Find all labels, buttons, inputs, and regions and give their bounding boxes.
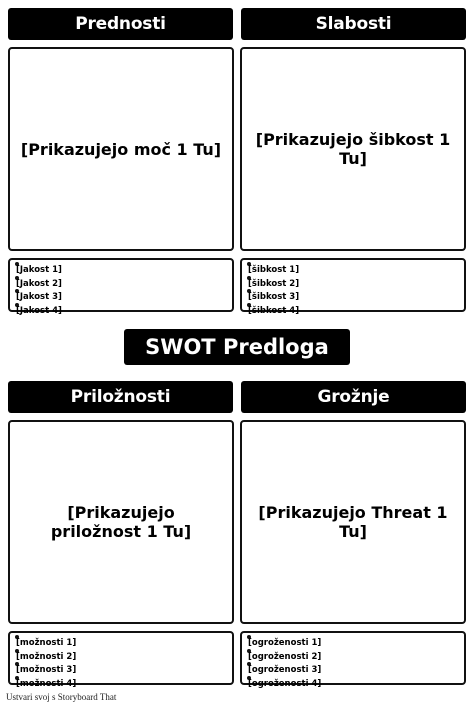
list-item: [ogroženosti 2]: [246, 649, 464, 663]
weaknesses-box: [240, 47, 466, 251]
threats-placeholder: [Prikazujejo Threat 1 Tu]: [258, 503, 448, 541]
list-item: [ogroženosti 1]: [246, 635, 464, 649]
threats-header: Grožnje: [241, 381, 466, 413]
list-item: [šibkost 4]: [246, 303, 464, 317]
opportunities-placeholder: [Prikazujejo priložnost 1 Tu]: [50, 503, 192, 541]
list-item: [ogroženosti 3]: [246, 662, 464, 676]
list-item: [šibkost 3]: [246, 289, 464, 303]
list-item: [Jakost 4]: [14, 303, 232, 317]
strengths-placeholder: [Prikazujejo moč 1 Tu]: [20, 139, 222, 159]
list-item: [Jakost 3]: [14, 289, 232, 303]
strengths-header: Prednosti: [8, 8, 233, 40]
opportunities-list: [8, 631, 234, 689]
list-item: [Jakost 1]: [14, 262, 232, 276]
list-item: [možnosti 1]: [14, 635, 232, 649]
weaknesses-placeholder: [Prikazujejo šibkost 1 Tu]: [255, 130, 451, 168]
threats-list: [240, 631, 466, 689]
strengths-box: [8, 47, 234, 251]
list-item: [možnosti 3]: [14, 662, 232, 676]
list-item: [možnosti 2]: [14, 649, 232, 663]
page-title: SWOT Predloga: [124, 329, 350, 365]
opportunities-box: [8, 420, 234, 624]
list-item: [Jakost 2]: [14, 276, 232, 290]
list-item: [ogroženosti 4]: [246, 676, 464, 690]
weaknesses-list: [240, 258, 466, 316]
opportunities-header: Priložnosti: [8, 381, 233, 413]
weaknesses-header: Slabosti: [241, 8, 466, 40]
list-item: [šibkost 2]: [246, 276, 464, 290]
strengths-list: [8, 258, 234, 316]
threats-box: [240, 420, 466, 624]
list-item: [možnosti 4]: [14, 676, 232, 690]
list-item: [šibkost 1]: [246, 262, 464, 276]
footer-credit: Ustvari svoj s Storyboard That: [6, 692, 117, 702]
